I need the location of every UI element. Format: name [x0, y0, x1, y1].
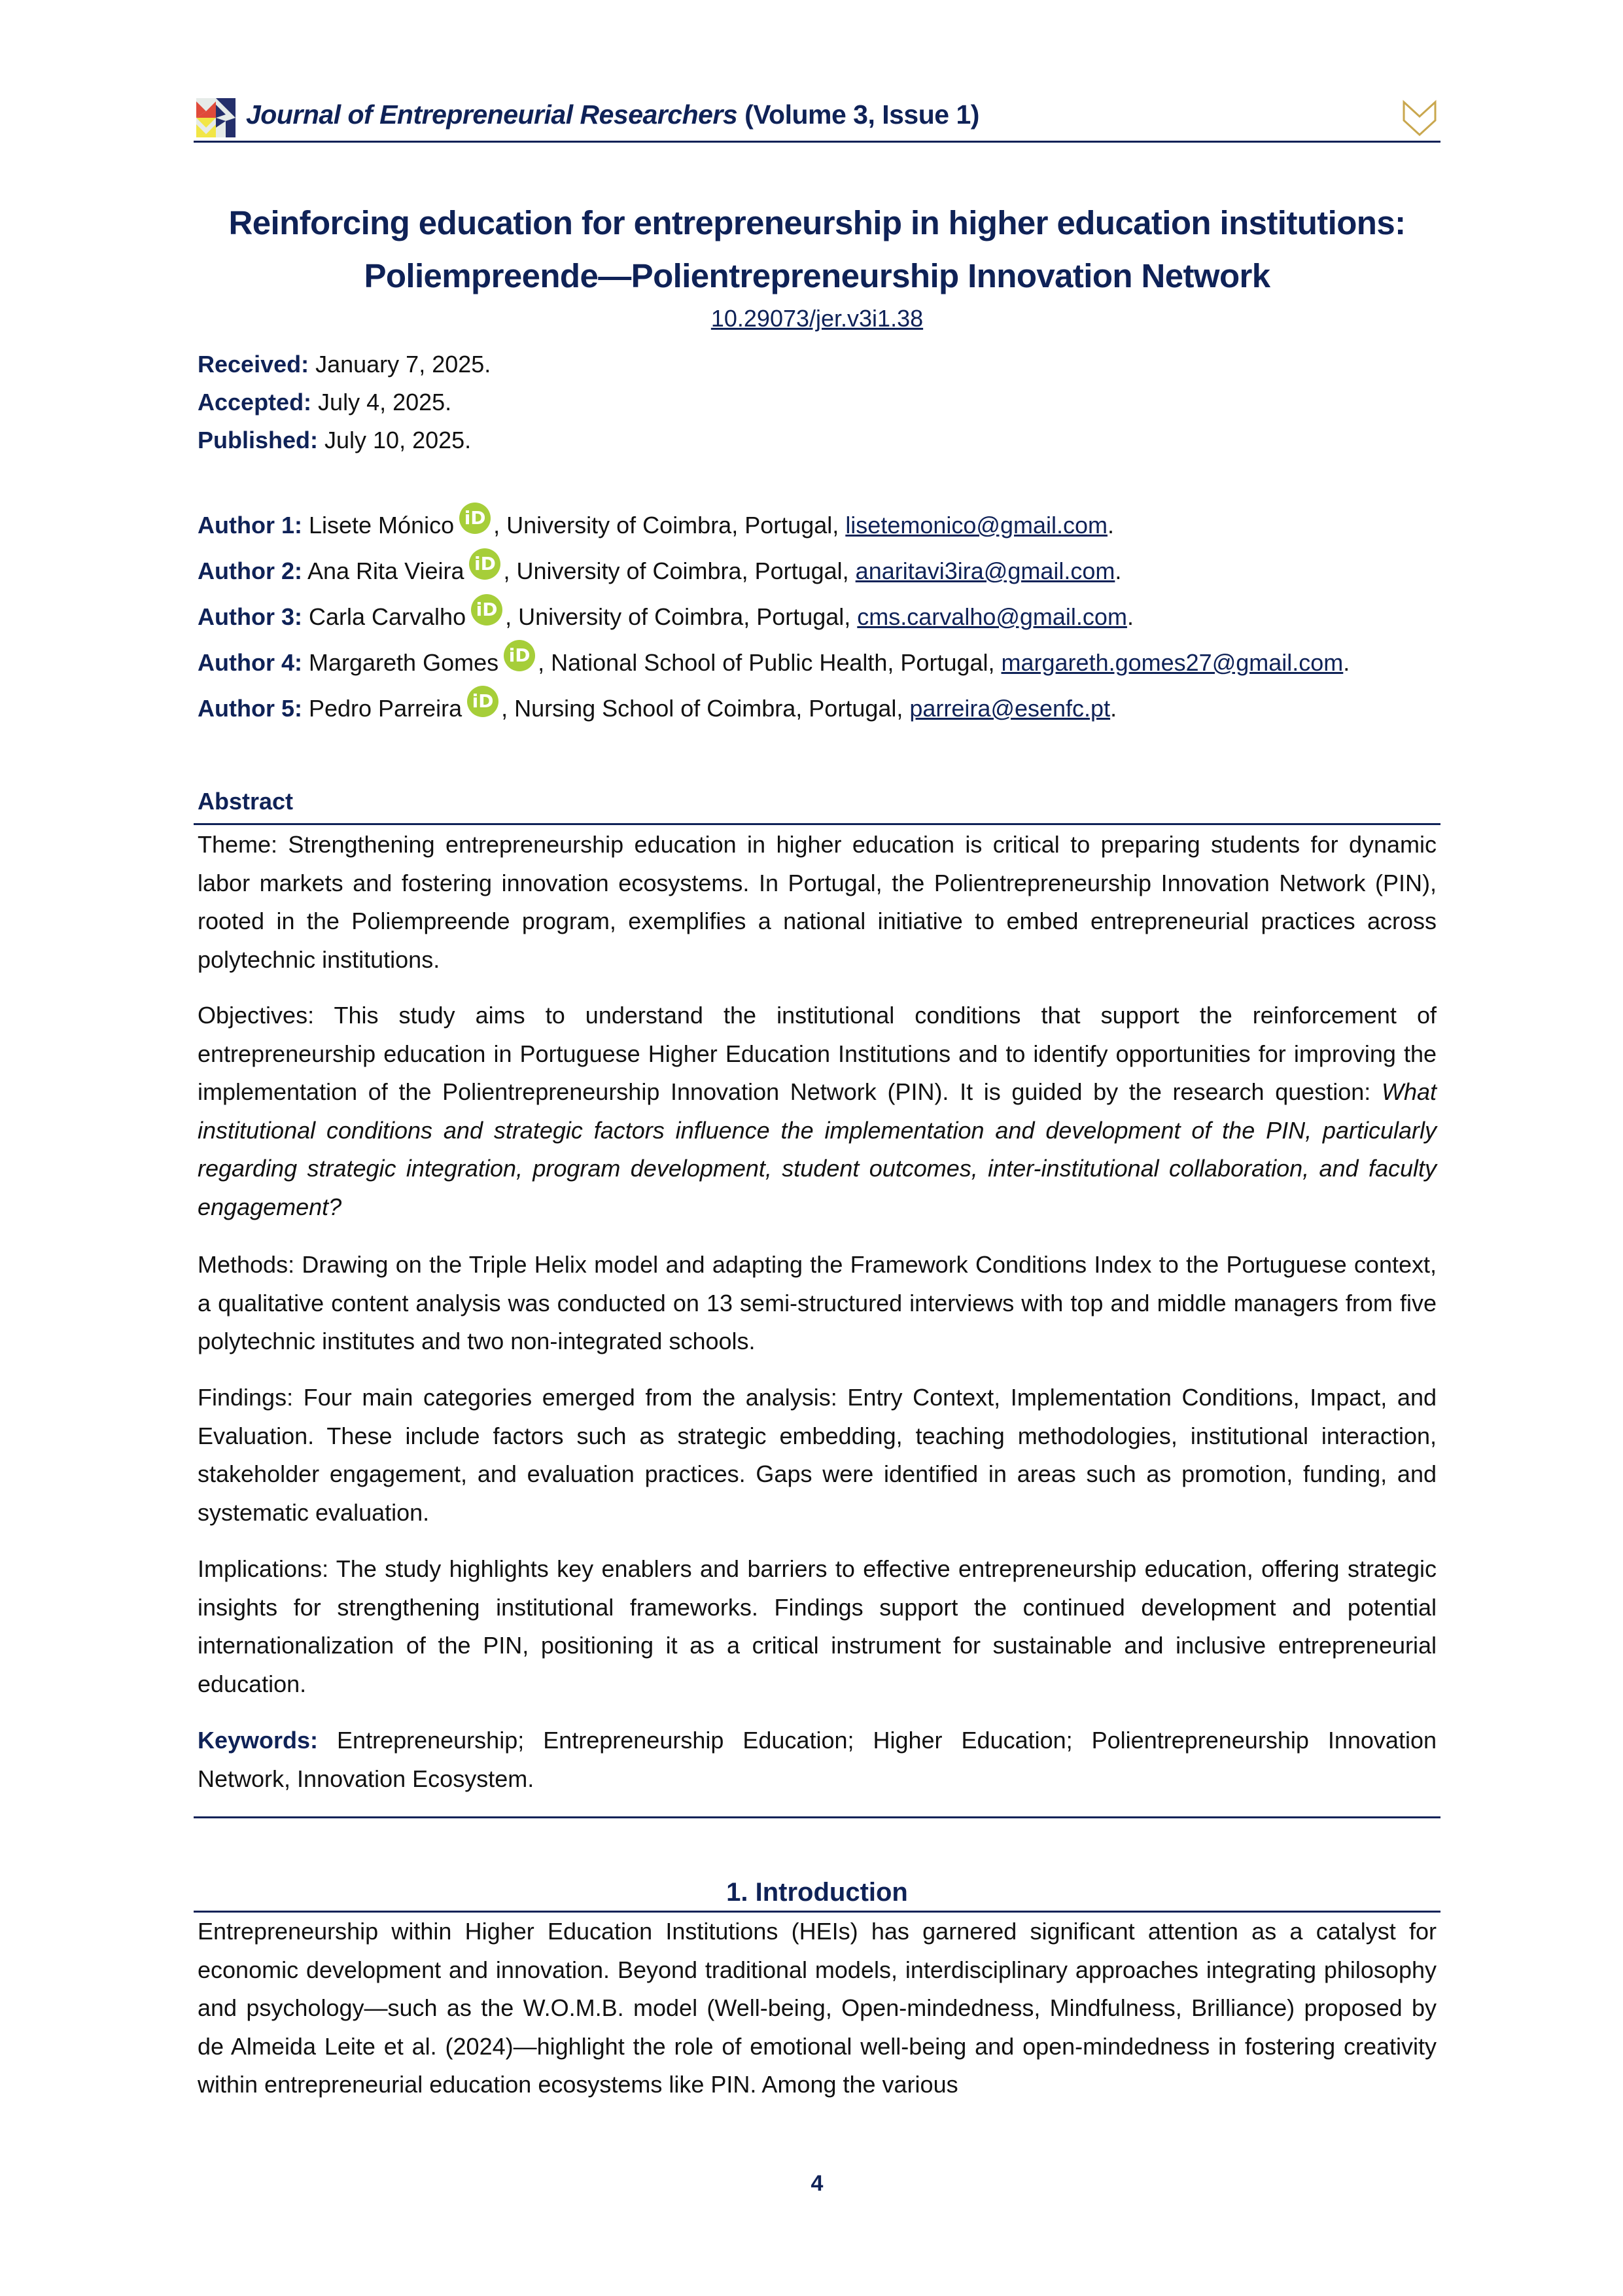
- author-affiliation: , University of Coimbra, Portugal,: [503, 557, 856, 584]
- author-label: Author 2:: [198, 557, 302, 584]
- author-affiliation: , National School of Public Health, Portugal,: [538, 649, 1002, 676]
- accepted-date: [198, 383, 491, 421]
- doi-line: [194, 305, 1440, 332]
- punctuation: .: [1110, 695, 1117, 722]
- title-line-2: Poliempreende—Polientrepreneurship Innovation Network: [364, 257, 1270, 294]
- author-email-link[interactable]: margareth.gomes27@gmail.com: [1001, 649, 1344, 676]
- author-label: Author 5:: [198, 695, 302, 722]
- author-label: Author 4:: [198, 649, 302, 676]
- doi-link[interactable]: 10.29073/jer.v3i1.38: [710, 305, 924, 332]
- punctuation: .: [1108, 512, 1115, 539]
- title-line-1: Reinforcing education for entrepreneurship in higher education institutions:: [228, 204, 1406, 241]
- author-email-link[interactable]: anaritavi3ira@gmail.com: [855, 557, 1115, 584]
- date-value: July 4, 2025.: [311, 389, 452, 415]
- gold-chevron-icon: [1399, 96, 1440, 137]
- keywords-label: Keywords:: [198, 1727, 319, 1754]
- abstract-methods: Methods: Drawing on the Triple Helix model and adapting the Framework Conditions Index to the Portuguese context, a qualitative content analysis was conducted on 13 semi-structured interviews with top and middle managers from five polytechnic institutes and two non-integrated schools.: [198, 1251, 1437, 1354]
- author-row: [198, 548, 1350, 594]
- date-label: Received:: [198, 351, 309, 378]
- keywords: [198, 1722, 1437, 1798]
- punctuation: .: [1126, 603, 1134, 630]
- author-name: Margareth Gomes: [302, 649, 499, 676]
- article-title: [194, 196, 1440, 302]
- punctuation: .: [1115, 557, 1122, 584]
- abstract-theme: Theme: Strengthening entrepreneurship education in higher education is critical to preparing students for dynamic labor markets and fostering innovation ecosystems. In Portugal, the Polientrepreneurship Innovation Network (PIN), rooted in the Poliempreende program, exemplifies a national initiative to embed entrepreneurial practices across polytechnic institutions.: [198, 831, 1437, 973]
- author-name: Pedro Parreira: [302, 695, 462, 722]
- author-list: [198, 503, 1350, 732]
- introduction-paragraph: Entrepreneurship within Higher Education Institutions (HEIs) has garnered significant attention as a catalyst for economic development and innovation. Beyond traditional models, interdisciplinary approaches integrating philosophy and psychology—such as the W.O.M.B. model (Well-being, Open-mindedness, Mindfulness, Brilliance) proposed by de Almeida Leite et al. (2024)—highlight the role of emotional well-being and open-mindedness in fostering creativity within entrepreneurial education ecosystems like PIN. Among the various: [198, 1918, 1437, 2098]
- abstract-heading: Abstract: [198, 788, 294, 815]
- author-affiliation: , University of Coimbra, Portugal,: [505, 603, 858, 630]
- volume-issue: (Volume 3, Issue 1): [737, 99, 979, 130]
- date-label: Published:: [198, 427, 319, 453]
- abstract-bottom-rule: [194, 1816, 1440, 1818]
- date-label: Accepted:: [198, 389, 312, 415]
- author-label: Author 1:: [198, 512, 302, 539]
- punctuation: .: [1343, 649, 1350, 676]
- author-email-link[interactable]: lisetemonico@gmail.com: [845, 512, 1108, 539]
- journal-name: Journal of Entrepreneurial Researchers: [246, 99, 738, 130]
- author-row: [198, 686, 1350, 732]
- published-date: [198, 421, 491, 459]
- author-name: Carla Carvalho: [302, 603, 466, 630]
- header-divider: [194, 141, 1440, 143]
- objectives-text: Objectives: This study aims to understand the institutional conditions that support the reinforcement of entrepreneurship education in Portuguese Higher Education Institutions and to identify opportunities for improving the implementation of the Polientrepreneurship Innovation Network (PIN). It is guided by the research question:: [198, 1002, 1437, 1105]
- author-email-link[interactable]: cms.carvalho@gmail.com: [857, 603, 1127, 630]
- keywords-list: Entrepreneurship; Entrepreneurship Education; Higher Education; Polientrepreneurship Innovation Network, Innovation Ecosystem.: [198, 1727, 1437, 1792]
- date-value: January 7, 2025.: [309, 351, 491, 378]
- date-value: July 10, 2025.: [318, 427, 472, 453]
- author-row: [198, 594, 1350, 640]
- orcid-icon[interactable]: iD: [467, 686, 498, 717]
- author-label: Author 3:: [198, 603, 302, 630]
- author-row: [198, 503, 1350, 548]
- author-name: Lisete Mónico: [302, 512, 455, 539]
- orcid-icon[interactable]: iD: [469, 548, 500, 580]
- abstract-top-rule: [194, 823, 1440, 825]
- orcid-icon[interactable]: iD: [504, 640, 535, 671]
- author-email-link[interactable]: parreira@esenfc.pt: [909, 695, 1111, 722]
- orcid-icon[interactable]: iD: [459, 503, 491, 534]
- author-affiliation: , University of Coimbra, Portugal,: [493, 512, 846, 539]
- page-number: 4: [811, 2171, 824, 2196]
- running-header: [194, 96, 1440, 141]
- journal-title: [246, 99, 979, 130]
- abstract-findings: Findings: Four main categories emerged from the analysis: Entry Context, Implementation Conditions, Impact, and Evaluation. These include factors such as strategic embedding, teaching methodologies, institutional interaction, stakeholder engagement, and evaluation practices. Gaps were identified in areas such as promotion, funding, and systematic evaluation.: [198, 1384, 1437, 1526]
- orcid-icon[interactable]: iD: [471, 594, 502, 626]
- author-row: [198, 640, 1350, 686]
- abstract-objectives: [198, 997, 1437, 1226]
- section-heading-introduction: 1. Introduction: [726, 1878, 908, 1907]
- journal-logo-icon: [196, 98, 236, 137]
- research-question: What institutional conditions and strategic factors influence the implementation and development of the PIN, particularly regarding strategic integration, program development, student outcomes, inter-institutional collaboration, and faculty engagement?: [198, 1078, 1437, 1220]
- author-name: Ana Rita Vieira: [302, 557, 464, 584]
- abstract-implications: Implications: The study highlights key enablers and barriers to effective entrepreneurship education, offering strategic insights for strengthening institutional frameworks. Findings support the continued development and potential internationalization of the PIN, positioning it as a critical instrument for sustainable and inclusive entrepreneurial education.: [198, 1555, 1437, 1697]
- received-date: [198, 345, 491, 383]
- publication-dates: [198, 345, 491, 459]
- author-affiliation: , Nursing School of Coimbra, Portugal,: [501, 695, 910, 722]
